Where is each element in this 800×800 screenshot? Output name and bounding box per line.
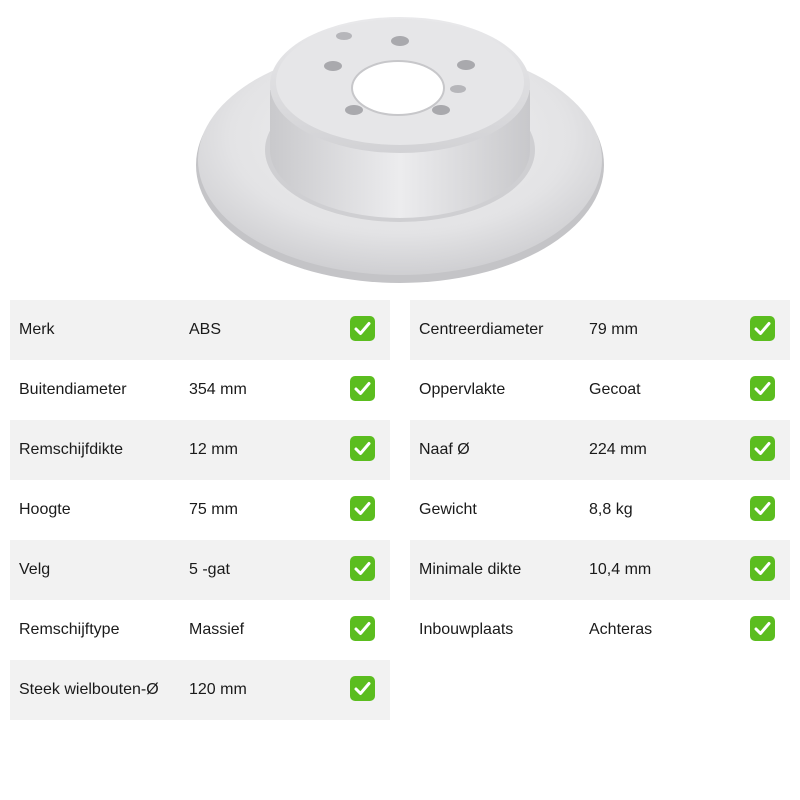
spec-label: Velg: [19, 561, 51, 578]
spec-label: Inbouwplaats: [419, 621, 514, 638]
white-check-mark-icon: [350, 436, 375, 461]
spec-label: Oppervlakte: [419, 381, 506, 398]
spec-value: 12 mm: [189, 441, 238, 458]
spec-value: 224 mm: [589, 441, 647, 458]
spec-row-steek-wielbouten: [10, 660, 390, 720]
white-check-mark-icon: [750, 376, 775, 401]
spec-row-naaf: [410, 420, 790, 480]
spec-row-remschijfdikte: [10, 420, 390, 480]
spec-row-hoogte: [10, 480, 390, 540]
spec-value: Gecoat: [589, 381, 641, 398]
spec-label: Hoogte: [19, 501, 71, 518]
spec-label: Naaf Ø: [419, 441, 470, 458]
spec-value: 120 mm: [189, 681, 247, 698]
white-check-mark-icon: [750, 496, 775, 521]
spec-label: Steek wielbouten-Ø: [19, 681, 159, 698]
spec-value: Achteras: [589, 621, 653, 638]
spec-row-centreerdiameter: [410, 300, 790, 360]
spec-row-oppervlakte: [410, 360, 790, 420]
spec-table-right: [410, 300, 790, 660]
white-check-mark-icon: [350, 616, 375, 641]
spec-value: ABS: [189, 321, 222, 338]
spec-row-inbouwplaats: [410, 600, 790, 660]
spec-label: Gewicht: [419, 501, 477, 518]
spec-row-merk: [10, 300, 390, 360]
spec-row-minimale-dikte: [410, 540, 790, 600]
spec-label: Minimale dikte: [419, 561, 522, 578]
spec-value: Massief: [189, 621, 245, 638]
white-check-mark-icon: [750, 556, 775, 581]
spec-label: Merk: [19, 321, 55, 338]
spec-row-velg: [10, 540, 390, 600]
spec-value: 79 mm: [589, 321, 638, 338]
spec-row-remschijftype: [10, 600, 390, 660]
white-check-mark-icon: [350, 316, 375, 341]
spec-value: 75 mm: [189, 501, 238, 518]
spec-label: Buitendiameter: [19, 381, 127, 398]
white-check-mark-icon: [750, 616, 775, 641]
spec-value: 354 mm: [189, 381, 247, 398]
white-check-mark-icon: [350, 556, 375, 581]
spec-row-gewicht: [410, 480, 790, 540]
spec-row-buitendiameter: [10, 360, 390, 420]
spec-value: 8,8 kg: [589, 501, 633, 518]
white-check-mark-icon: [350, 496, 375, 521]
white-check-mark-icon: [750, 316, 775, 341]
brake-disc-illustration: [0, 0, 800, 300]
spec-label: Remschijftype: [19, 621, 120, 638]
white-check-mark-icon: [750, 436, 775, 461]
spec-label: Remschijfdikte: [19, 441, 124, 458]
spec-value: 5 -gat: [189, 561, 230, 578]
product-image-brake-disc: [0, 0, 800, 300]
white-check-mark-icon: [350, 376, 375, 401]
spec-label: Centreerdiameter: [419, 321, 544, 338]
white-check-mark-icon: [350, 676, 375, 701]
spec-value: 10,4 mm: [589, 561, 652, 578]
spec-table-left: [10, 300, 390, 720]
